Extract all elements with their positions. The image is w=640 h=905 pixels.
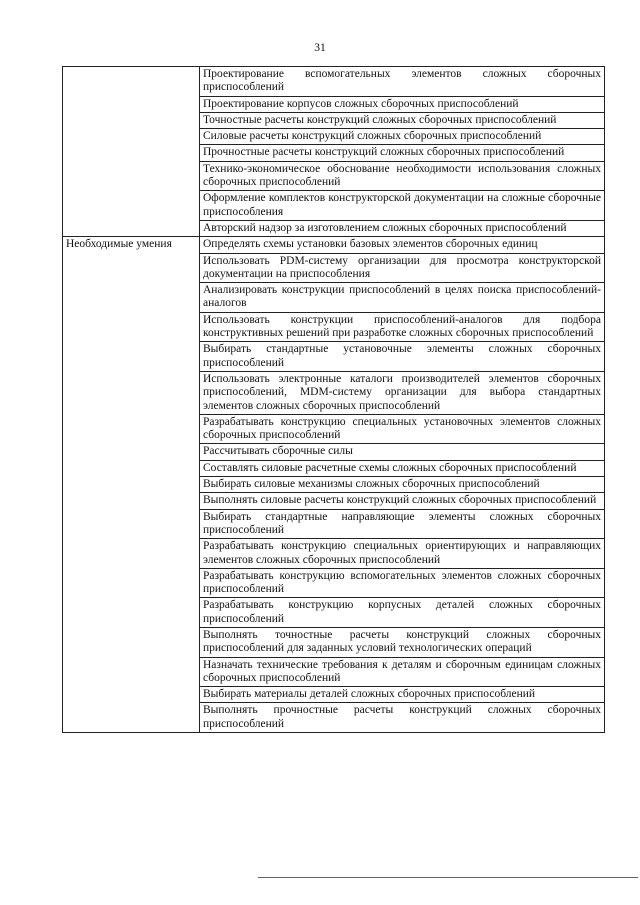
- bottom-divider: [258, 877, 638, 878]
- table-cell-item: Рассчитывать сборочные силы: [200, 444, 605, 460]
- table-cell-item: Проектирование корпусов сложных сборочных приспособлений: [200, 96, 605, 112]
- table-cell-item: Выбирать силовые механизмы сложных сборочных приспособлений: [200, 477, 605, 493]
- table-cell-item: Разрабатывать конструкцию вспомогательных элементов сложных сборочных приспособлений: [200, 568, 605, 598]
- page-number: 31: [314, 42, 326, 54]
- table-cell-item: Использовать конструкции приспособлений-аналогов для подбора конструктивных решений при разработке сложных сборочных приспособлений: [200, 312, 605, 342]
- table-cell-item: Разрабатывать конструкцию специальных ориентирующих и направляющих элементов сложных сборочных приспособлений: [200, 539, 605, 569]
- table-cell-item: Использовать PDM-систему организации для просмотра конструкторской документации на приспособления: [200, 253, 605, 283]
- table-row: [63, 67, 605, 97]
- competency-table: [62, 66, 605, 733]
- table-cell-item: Выбирать стандартные направляющие элементы сложных сборочных приспособлений: [200, 509, 605, 539]
- table-cell-item: Авторский надзор за изготовлением сложных сборочных приспособлений: [200, 220, 605, 236]
- table-cell-item: Выбирать материалы деталей сложных сборочных приспособлений: [200, 687, 605, 703]
- table-cell-item: Выполнять прочностные расчеты конструкций сложных сборочных приспособлений: [200, 703, 605, 733]
- table-row: [63, 237, 605, 253]
- table-cell-item: Использовать электронные каталоги производителей элементов сборочных приспособлений, MDM-систему организации для выбора стандартных элементов сложных сборочных приспособлений: [200, 371, 605, 414]
- table-cell-item: Точностные расчеты конструкций сложных сборочных приспособлений: [200, 112, 605, 128]
- table-cell-item: Выбирать стандартные установочные элементы сложных сборочных приспособлений: [200, 342, 605, 372]
- table-cell-item: Технико-экономическое обоснование необходимости использования сложных сборочных приспособлений: [200, 161, 605, 191]
- table-cell-item: Разрабатывать конструкцию специальных установочных элементов сложных сборочных приспособлений: [200, 414, 605, 444]
- table-cell-item: Проектирование вспомогательных элементов сложных сборочных приспособлений: [200, 67, 605, 97]
- competency-table-body: [63, 67, 605, 733]
- table-cell-item: Анализировать конструкции приспособлений в целях поиска приспособлений-аналогов: [200, 283, 605, 313]
- table-cell-item: Выполнять точностные расчеты конструкций сложных сборочных приспособлений для заданных условий технологических операций: [200, 627, 605, 657]
- table-cell-item: Силовые расчеты конструкций сложных сборочных приспособлений: [200, 129, 605, 145]
- table-cell-item: Оформление комплектов конструкторской документации на сложные сборочные приспособления: [200, 191, 605, 221]
- table-cell-item: Выполнять силовые расчеты конструкций сложных сборочных приспособлений: [200, 493, 605, 509]
- table-cell-item: Назначать технические требования к деталям и сборочным единицам сложных сборочных приспособлений: [200, 657, 605, 687]
- table-cell-item: Определять схемы установки базовых элементов сборочных единиц: [200, 237, 605, 253]
- table-cell-item: Составлять силовые расчетные схемы сложных сборочных приспособлений: [200, 460, 605, 476]
- table-cell-item: Разрабатывать конструкцию корпусных деталей сложных сборочных приспособлений: [200, 598, 605, 628]
- row-group-label: [63, 67, 200, 237]
- row-group-label: Необходимые умения: [63, 237, 200, 733]
- table-cell-item: Прочностные расчеты конструкций сложных сборочных приспособлений: [200, 145, 605, 161]
